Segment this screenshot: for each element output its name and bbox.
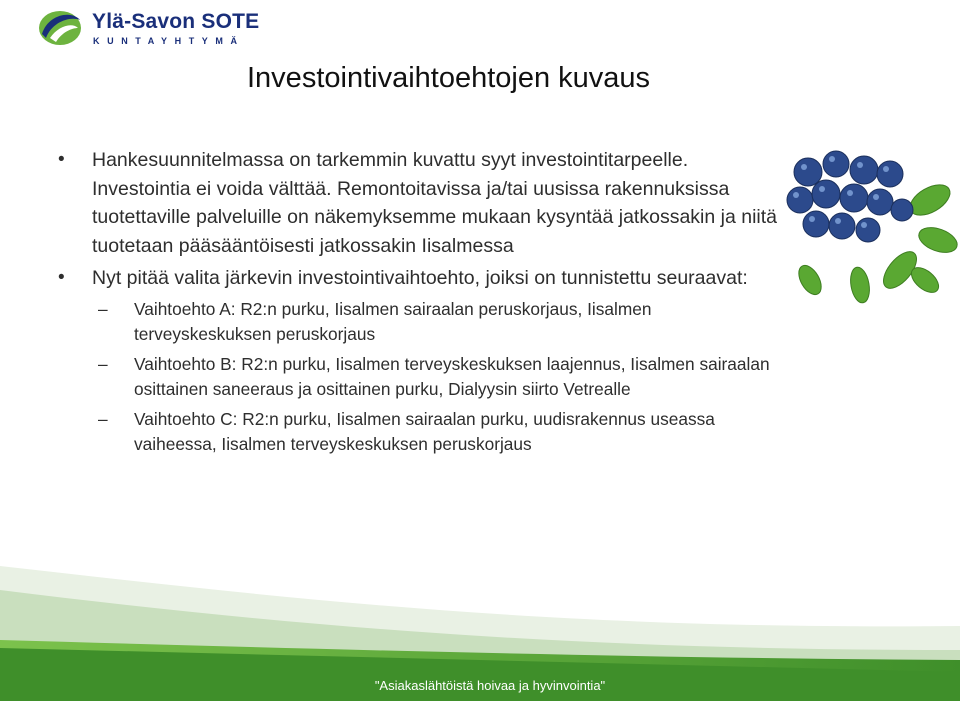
sub-item-text: Vaihtoehto C: R2:n purku, Iisalmen sairaalan purku, uudisrakennus useassa vaiheessa, Iisalmen terveyskeskuksen peruskorjaus xyxy=(134,408,715,454)
organization-logo xyxy=(36,6,276,50)
slide-content xyxy=(58,146,778,462)
bullet-glyph: • xyxy=(58,267,65,288)
logo-name: Ylä-Savon SOTE xyxy=(92,10,260,33)
sub-item xyxy=(58,297,778,347)
slide-title: Investointivaihtoehtojen kuvaus xyxy=(247,62,651,94)
dash-glyph: – xyxy=(98,298,108,319)
bullet-glyph: • xyxy=(58,149,65,170)
footer-slogan: "Asiakaslähtöistä hoivaa ja hyvinvointia" xyxy=(374,678,606,693)
sub-item-text: Vaihtoehto A: R2:n purku, Iisalmen sairaalan peruskorjaus, Iisalmen terveyskeskuksen peruskorjaus xyxy=(134,298,652,344)
bullet-item xyxy=(58,146,778,260)
logo-swirl-icon xyxy=(36,8,86,48)
sub-item xyxy=(58,352,778,402)
bullet-item xyxy=(58,264,778,293)
logo-subtitle: KUNTAYHTYMÄ xyxy=(93,36,245,46)
bullet-text: Nyt pitää valita järkevin investointivaihtoehto, joiksi on tunnistettu seuraavat: xyxy=(92,267,748,289)
sub-item-text: Vaihtoehto B: R2:n purku, Iisalmen terveyskeskuksen laajennus, Iisalmen sairaalan osittainen saneeraus ja osittainen purku, Dialyysin siirto Vetrealle xyxy=(134,353,770,399)
dash-glyph: – xyxy=(98,353,108,374)
bullet-text: Hankesuunnitelmassa on tarkemmin kuvattu syyt investointitarpeelle. Investointia ei voida välttää. Remontoitavissa ja/tai uusissa rakennuksissa tuotettaville palveluille on näkemyksemme mukaan kysyntää jatkossakin ja niitä tuotetaan pääsääntöisesti jatkossakin Iisalmessa xyxy=(92,149,778,257)
sub-list xyxy=(58,297,778,457)
blueberries-image xyxy=(780,150,960,310)
dash-glyph: – xyxy=(98,408,108,429)
sub-item xyxy=(58,407,778,457)
